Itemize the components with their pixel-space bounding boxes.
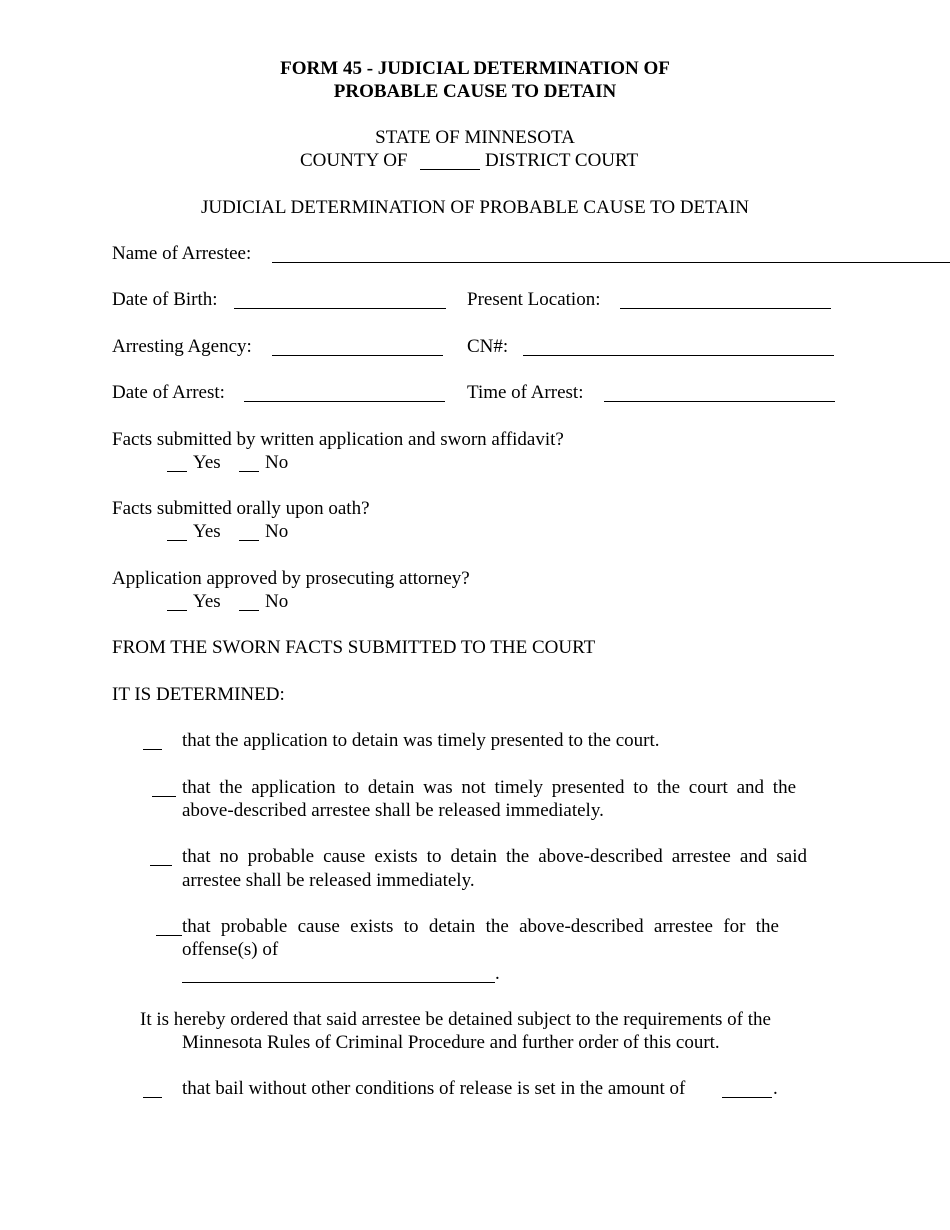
cn-number-label: CN#:: [467, 336, 509, 357]
form-title-line1: FORM 45 - JUDICIAL DETERMINATION OF: [280, 58, 670, 79]
bail-period: .: [773, 1078, 778, 1099]
time-of-arrest-label: Time of Arrest:: [467, 382, 584, 403]
option-no-cause-line2: arrestee shall be released immediately.: [182, 870, 475, 891]
q2-no-checkbox[interactable]: [239, 540, 259, 541]
option-no-cause-checkbox[interactable]: [150, 865, 172, 866]
option-timely-text: that the application to detain was timely presented to the court.: [182, 730, 660, 751]
date-of-arrest-label: Date of Arrest:: [112, 382, 225, 403]
name-of-arrestee-field[interactable]: [272, 262, 950, 263]
q2-no-label: No: [265, 521, 289, 542]
date-of-birth-field[interactable]: [234, 308, 446, 309]
bail-amount-field[interactable]: [722, 1097, 772, 1098]
q1-no-label: No: [265, 452, 289, 473]
arresting-agency-label: Arresting Agency:: [112, 336, 252, 357]
name-of-arrestee-label: Name of Arrestee:: [112, 243, 252, 264]
option-no-cause-line1: that no probable cause exists to detain the above-described arrestee and said: [182, 846, 807, 867]
option-not-timely-line2: above-described arrestee shall be released immediately.: [182, 800, 604, 821]
q1-yes-label: Yes: [193, 452, 221, 473]
q3-no-checkbox[interactable]: [239, 610, 259, 611]
bail-checkbox[interactable]: [143, 1097, 162, 1098]
time-of-arrest-field[interactable]: [604, 401, 835, 402]
order-line1: It is hereby ordered that said arrestee be detained subject to the requirements of the: [140, 1009, 771, 1030]
offenses-field[interactable]: [182, 982, 495, 983]
county-blank[interactable]: [420, 169, 480, 170]
q3-yes-label: Yes: [193, 591, 221, 612]
bail-text: that bail without other conditions of release is set in the amount of: [182, 1078, 686, 1099]
from-sworn-facts-heading: FROM THE SWORN FACTS SUBMITTED TO THE COURT: [112, 637, 596, 658]
q3-yes-checkbox[interactable]: [167, 610, 187, 611]
cn-number-field[interactable]: [523, 355, 834, 356]
q2-yes-checkbox[interactable]: [167, 540, 187, 541]
arresting-agency-field[interactable]: [272, 355, 443, 356]
it-is-determined-heading: IT IS DETERMINED:: [112, 684, 285, 705]
state-heading: STATE OF MINNESOTA: [375, 127, 575, 148]
document-subtitle: JUDICIAL DETERMINATION OF PROBABLE CAUSE TO DETAIN: [200, 197, 750, 218]
q1-no-checkbox[interactable]: [239, 471, 259, 472]
option-cause-exists-line1: that probable cause exists to detain the above-described arrestee for the: [182, 916, 779, 937]
option-not-timely-line1: that the application to detain was not timely presented to the court and the: [182, 777, 796, 798]
q3-no-label: No: [265, 591, 289, 612]
order-line2: Minnesota Rules of Criminal Procedure and further order of this court.: [182, 1032, 720, 1053]
date-of-arrest-field[interactable]: [244, 401, 445, 402]
present-location-label: Present Location:: [467, 289, 601, 310]
county-suffix: DISTRICT COURT: [485, 150, 639, 171]
form-title-line2: PROBABLE CAUSE TO DETAIN: [333, 81, 617, 102]
option-not-timely-checkbox[interactable]: [152, 796, 176, 797]
question-orally-upon-oath: Facts submitted orally upon oath?: [112, 498, 370, 519]
option-timely-checkbox[interactable]: [143, 749, 162, 750]
offenses-period: .: [495, 963, 500, 984]
option-cause-exists-line2: offense(s) of: [182, 939, 279, 960]
county-prefix: COUNTY OF: [300, 150, 408, 171]
date-of-birth-label: Date of Birth:: [112, 289, 218, 310]
question-written-affidavit: Facts submitted by written application and sworn affidavit?: [112, 429, 564, 450]
option-cause-exists-checkbox[interactable]: [156, 935, 182, 936]
question-prosecutor-approval: Application approved by prosecuting attorney?: [112, 568, 470, 589]
q2-yes-label: Yes: [193, 521, 221, 542]
present-location-field[interactable]: [620, 308, 831, 309]
q1-yes-checkbox[interactable]: [167, 471, 187, 472]
